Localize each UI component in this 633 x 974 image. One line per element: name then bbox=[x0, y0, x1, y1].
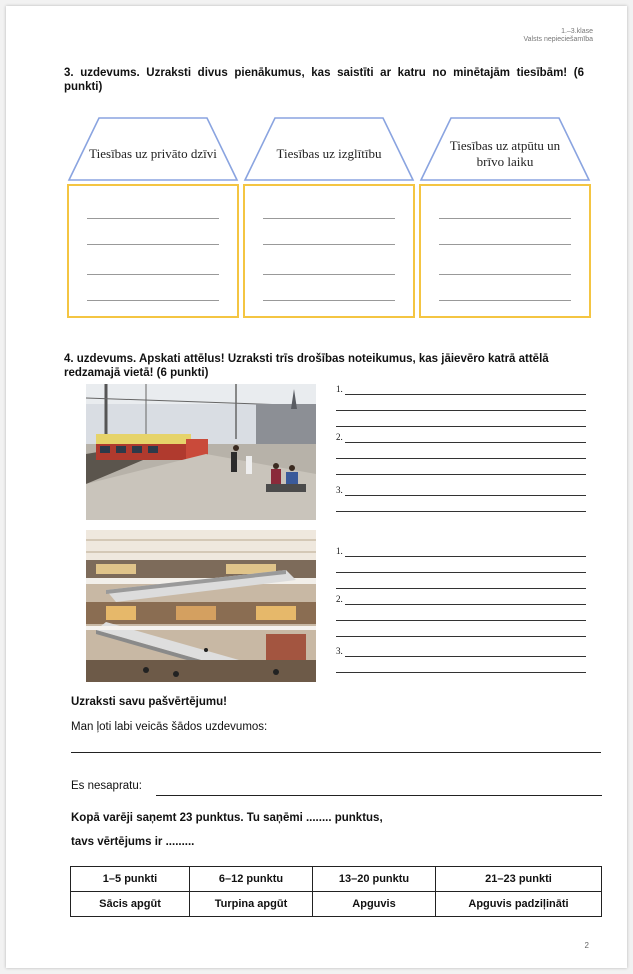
answer-line[interactable] bbox=[336, 636, 586, 637]
right-label: Tiesības uz privāto dzīvi bbox=[89, 146, 217, 161]
answer-line[interactable] bbox=[263, 274, 395, 275]
answer-line[interactable] bbox=[345, 495, 586, 496]
answer-line[interactable] bbox=[439, 244, 571, 245]
rule-number: 3. bbox=[336, 646, 343, 656]
answer-line[interactable] bbox=[345, 442, 586, 443]
answer-line[interactable] bbox=[345, 394, 586, 395]
answer-line[interactable] bbox=[336, 410, 586, 411]
answer-line[interactable] bbox=[439, 274, 571, 275]
rule-number: 2. bbox=[336, 594, 343, 604]
answer-line[interactable] bbox=[336, 511, 586, 512]
answer-line[interactable] bbox=[336, 672, 586, 673]
self-assessment-prompt-success: Man ļoti labi veicās šādos uzdevumos: bbox=[71, 721, 268, 733]
table-cell: Apguvis padziļināti bbox=[436, 892, 602, 917]
table-cell: 6–12 punktu bbox=[190, 867, 313, 892]
self-assessment-prompt-misunderstood: Es nesapratu: bbox=[71, 780, 142, 792]
answer-lines-mall[interactable] bbox=[336, 546, 586, 676]
answer-line[interactable] bbox=[87, 274, 219, 275]
answer-box[interactable] bbox=[419, 184, 591, 318]
trapezoid-header bbox=[67, 116, 239, 182]
table-cell: 13–20 punktu bbox=[313, 867, 436, 892]
trapezoid-header bbox=[243, 116, 415, 182]
points-line: Kopā varēji saņemt 23 punktus. Tu saņēmi ........ punktus, bbox=[71, 812, 383, 824]
answer-line[interactable] bbox=[336, 572, 586, 573]
answer-line-success[interactable] bbox=[71, 752, 601, 753]
table-row-ranges bbox=[71, 867, 602, 892]
answer-line[interactable] bbox=[336, 458, 586, 459]
rule-number: 2. bbox=[336, 432, 343, 442]
train-station-photo bbox=[86, 384, 316, 520]
answer-line[interactable] bbox=[336, 620, 586, 621]
shopping-mall-photo bbox=[86, 530, 316, 682]
grade-table bbox=[70, 866, 602, 917]
rule-number: 1. bbox=[336, 546, 343, 556]
answer-line[interactable] bbox=[336, 588, 586, 589]
header-class: 1.–3.klase bbox=[561, 28, 593, 35]
table-cell: Sācis apgūt bbox=[71, 892, 190, 917]
trapezoid-header bbox=[419, 116, 591, 182]
header-subject: Valsts nepieciešamība bbox=[523, 36, 593, 43]
rights-column-leisure bbox=[419, 116, 591, 318]
answer-line[interactable] bbox=[87, 244, 219, 245]
table-cell: Apguvis bbox=[313, 892, 436, 917]
grade-line: tavs vērtējums ir ......... bbox=[71, 836, 195, 848]
answer-line[interactable] bbox=[263, 300, 395, 301]
table-cell: 21–23 punkti bbox=[436, 867, 602, 892]
answer-line[interactable] bbox=[263, 244, 395, 245]
shopping-mall-image bbox=[86, 530, 316, 682]
answer-line[interactable] bbox=[336, 474, 586, 475]
task4-instruction: 4. uzdevums. Apskati attēlus! Uzraksti trīs drošības noteikumus, kas jāievēro katrā attēlā redzamajā vietā! (6 punkti) bbox=[64, 353, 549, 379]
answer-line[interactable] bbox=[87, 300, 219, 301]
page-header bbox=[523, 28, 593, 44]
page-number: 2 bbox=[584, 941, 589, 950]
answer-line[interactable] bbox=[336, 426, 586, 427]
task3-instruction: 3. uzdevums. Uzraksti divus pienākumus, kas saistīti ar katru no minētajām tiesībām! (6 punkti) bbox=[64, 67, 584, 93]
rights-column-private-life bbox=[67, 116, 239, 318]
table-cell: 1–5 punkti bbox=[71, 867, 190, 892]
answer-line[interactable] bbox=[345, 604, 586, 605]
answer-line[interactable] bbox=[345, 656, 586, 657]
answer-box[interactable] bbox=[243, 184, 415, 318]
worksheet-page bbox=[6, 6, 627, 968]
rule-number: 3. bbox=[336, 485, 343, 495]
answer-lines-station[interactable] bbox=[336, 384, 586, 514]
rule-number: 1. bbox=[336, 384, 343, 394]
answer-line[interactable] bbox=[263, 218, 395, 219]
table-cell: Turpina apgūt bbox=[190, 892, 313, 917]
table-row-levels bbox=[71, 892, 602, 917]
answer-line[interactable] bbox=[439, 300, 571, 301]
answer-box[interactable] bbox=[67, 184, 239, 318]
answer-line[interactable] bbox=[87, 218, 219, 219]
train-station-image bbox=[86, 384, 316, 520]
answer-line-misunderstood[interactable] bbox=[156, 795, 602, 796]
answer-line[interactable] bbox=[345, 556, 586, 557]
self-assessment-title: Uzraksti savu pašvērtējumu! bbox=[71, 696, 227, 708]
right-label: Tiesības uz izglītību bbox=[276, 146, 382, 161]
rights-column-education bbox=[243, 116, 415, 318]
answer-line[interactable] bbox=[439, 218, 571, 219]
right-label: Tiesības uz atpūtu un brīvo laiku bbox=[449, 138, 561, 169]
